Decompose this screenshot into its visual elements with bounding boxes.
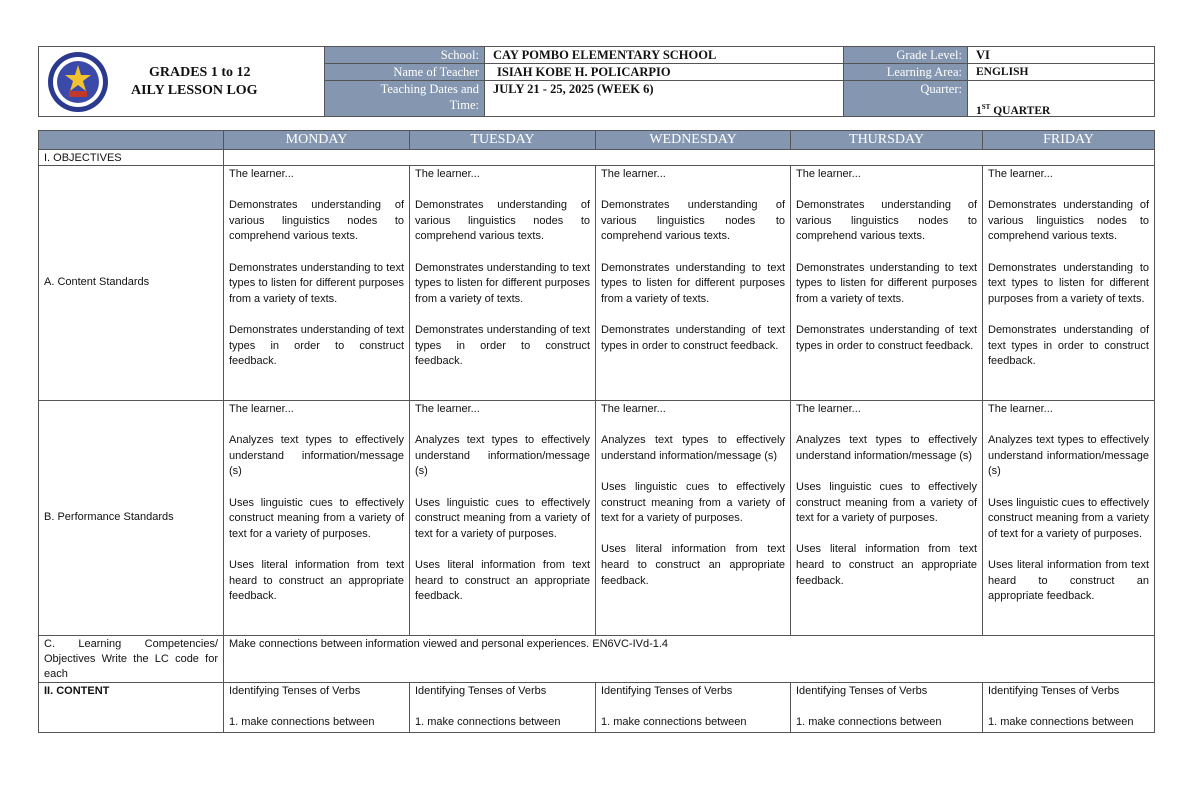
cs-text: The learner... [601, 168, 666, 180]
content-label: II. CONTENT [39, 683, 224, 732]
cs-text: Demonstrates understanding of text types in order to construct feedback. [229, 323, 404, 368]
content-item: 1. make connections between [229, 716, 375, 729]
cs-text: The learner... [415, 168, 480, 180]
school-label: School: [325, 47, 485, 64]
grade-level-value: VI [968, 47, 1154, 64]
content-friday [983, 683, 1154, 732]
content-topic: Identifying Tenses of Verbs [601, 685, 733, 697]
content-standards-thursday [791, 166, 983, 401]
learning-area-label: Learning Area: [844, 64, 968, 81]
cs-text: Demonstrates understanding of various linguistics nodes to comprehend various texts. [796, 199, 977, 243]
quarter-number: 1 [976, 104, 982, 117]
lesson-log-table [38, 130, 1155, 733]
ps-text: Uses literal information from text heard to construct an appropriate feedback. [796, 543, 977, 587]
ps-text: Analyzes text types to effectively understand information/message (s) [796, 434, 977, 462]
content-item: 1. make connections between [796, 716, 942, 729]
day-header-wednesday: WEDNESDAY [596, 131, 791, 150]
teaching-dates-label-line2: Time: [449, 98, 479, 112]
content-topic: Identifying Tenses of Verbs [415, 685, 547, 697]
ps-text: Uses literal information from text heard to construct an appropriate feedback. [988, 558, 1149, 603]
performance-standards-label: B. Performance Standards [39, 401, 224, 636]
teaching-dates-label-line1: Teaching Dates and [380, 82, 479, 96]
ps-text: Analyzes text types to effectively understand information/message (s) [988, 434, 1149, 478]
ps-text: Analyzes text types to effectively understand information/message (s) [229, 434, 404, 478]
cs-text: The learner... [988, 168, 1053, 180]
competency-text: Make connections between information viewed and personal experiences. [229, 638, 590, 650]
objectives-empty-cell [224, 150, 1154, 166]
ps-text: The learner... [601, 403, 666, 415]
quarter-value [968, 81, 1154, 116]
cs-text: Demonstrates understanding to text types to listen for different purposes from a variety of texts. [229, 261, 404, 305]
content-wednesday [596, 683, 791, 732]
competencies-label: C. Learning Competencies/ Objectives Write the LC code for each [39, 636, 224, 683]
content-item: 1. make connections between [415, 716, 561, 729]
ps-text: Uses literal information from text heard to construct an appropriate feedback. [229, 558, 404, 603]
day-header-monday: MONDAY [224, 131, 410, 150]
cs-text: Demonstrates understanding of text types in order to construct feedback. [988, 323, 1149, 368]
quarter-suffix-sup: ST [981, 103, 991, 111]
cs-text: Demonstrates understanding of text types in order to construct feedback. [415, 323, 590, 368]
cs-text: Demonstrates understanding to text types to listen for different purposes from a variety of texts. [988, 261, 1149, 305]
cs-text: Demonstrates understanding of various linguistics nodes to comprehend various texts. [988, 199, 1149, 243]
day-header-friday: FRIDAY [983, 131, 1154, 150]
cs-text: Demonstrates understanding to text types to listen for different purposes from a variety of texts. [796, 261, 977, 305]
performance-standards-monday [224, 401, 410, 636]
performance-standards-thursday [791, 401, 983, 636]
content-topic: Identifying Tenses of Verbs [988, 685, 1120, 697]
content-standards-label: A. Content Standards [39, 166, 224, 401]
content-standards-friday [983, 166, 1154, 401]
ps-text: Analyzes text types to effectively understand information/message (s) [601, 434, 785, 462]
content-item: 1. make connections between [601, 716, 747, 729]
teaching-dates-label [325, 81, 485, 116]
content-standards-wednesday [596, 166, 791, 401]
ps-text: The learner... [796, 403, 861, 415]
day-header-tuesday: TUESDAY [410, 131, 596, 150]
cs-text: Demonstrates understanding of various linguistics nodes to comprehend various texts. [601, 199, 785, 243]
competency-code: EN6VC-IVd-1.4 [592, 638, 669, 650]
header-block [38, 46, 1155, 117]
quarter-label: Quarter: [844, 81, 968, 116]
header-info-grid [325, 47, 1154, 116]
header-title-line2: AILY LESSON LOG [131, 83, 258, 98]
content-item: 1. make connections between [988, 716, 1134, 729]
performance-standards-friday [983, 401, 1154, 636]
corner-header-cell [39, 131, 224, 150]
deped-seal-icon [47, 51, 109, 113]
content-standards-tuesday [410, 166, 596, 401]
cs-text: The learner... [796, 168, 861, 180]
ps-text: Uses linguistic cues to effectively construct meaning from a variety of text for a variety of purposes. [415, 496, 590, 540]
grade-level-label: Grade Level: [844, 47, 968, 64]
teaching-dates-value: JULY 21 - 25, 2025 (WEEK 6) [485, 81, 844, 116]
cs-text: Demonstrates understanding to text types to listen for different purposes from a variety of texts. [601, 261, 785, 305]
content-monday [224, 683, 410, 732]
header-title-area [39, 47, 325, 116]
objectives-label: I. OBJECTIVES [39, 150, 224, 166]
content-thursday [791, 683, 983, 732]
day-header-thursday: THURSDAY [791, 131, 983, 150]
header-title-line1: GRADES 1 to 12 [149, 65, 251, 80]
content-topic: Identifying Tenses of Verbs [796, 685, 928, 697]
performance-standards-tuesday [410, 401, 596, 636]
cs-text: Demonstrates understanding of text types in order to construct feedback. [601, 323, 785, 352]
cs-text: Demonstrates understanding to text types to listen for different purposes from a variety of texts. [415, 261, 590, 305]
content-standards-monday [224, 166, 410, 401]
content-topic: Identifying Tenses of Verbs [229, 685, 361, 697]
performance-standards-wednesday [596, 401, 791, 636]
ps-text: Uses literal information from text heard to construct an appropriate feedback. [601, 543, 785, 587]
teacher-label: Name of Teacher [325, 64, 485, 81]
ps-text: Uses linguistic cues to effectively construct meaning from a variety of text for a variety of purposes. [988, 496, 1149, 540]
cs-text: The learner... [229, 168, 294, 180]
learning-area-value: ENGLISH [968, 64, 1154, 81]
ps-text: The learner... [988, 403, 1053, 415]
cs-text: Demonstrates understanding of various linguistics nodes to comprehend various texts. [229, 199, 404, 243]
ps-text: The learner... [229, 403, 294, 415]
ps-text: The learner... [415, 403, 480, 415]
ps-text: Uses linguistic cues to effectively construct meaning from a variety of text for a variety of purposes. [229, 496, 404, 540]
ps-text: Analyzes text types to effectively understand information/message (s) [415, 434, 590, 478]
cs-text: Demonstrates understanding of text types in order to construct feedback. [796, 323, 977, 352]
ps-text: Uses linguistic cues to effectively construct meaning from a variety of text for a variety of purposes. [796, 480, 977, 525]
content-tuesday [410, 683, 596, 732]
ps-text: Uses linguistic cues to effectively construct meaning from a variety of text for a variety of purposes. [601, 480, 785, 525]
cs-text: Demonstrates understanding of various linguistics nodes to comprehend various texts. [415, 199, 590, 243]
ps-text: Uses literal information from text heard to construct an appropriate feedback. [415, 558, 590, 603]
quarter-word: QUARTER [990, 104, 1051, 117]
school-value: CAY POMBO ELEMENTARY SCHOOL [485, 47, 844, 64]
competencies-cell [224, 636, 1154, 683]
teacher-value: ISIAH KOBE H. POLICARPIO [485, 64, 844, 81]
